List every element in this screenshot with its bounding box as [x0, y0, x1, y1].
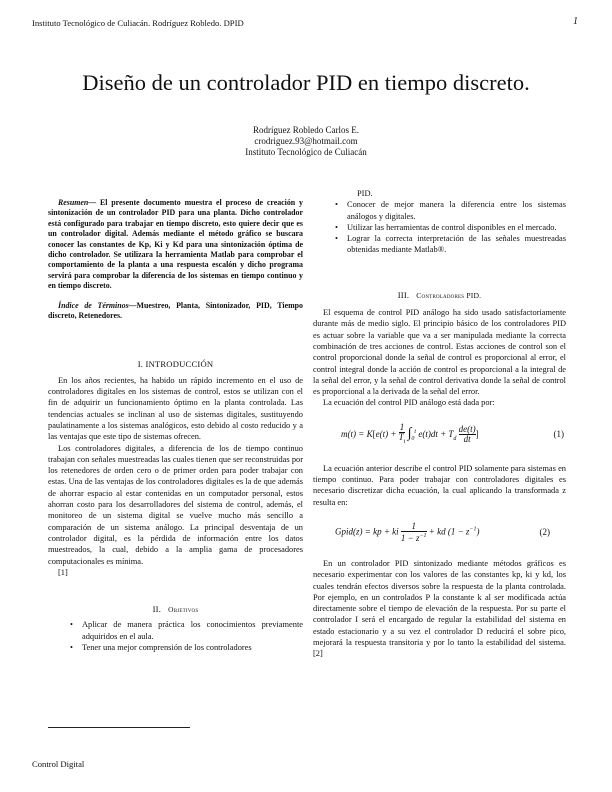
section-3-number: III.: [397, 289, 410, 300]
intro-paragraph-1: En los años recientes, ha habido un rápido incremento en el uso de controladores digitales en los sistemas de control, estos se utilizan con el fin de adquirir un funcionamiento óptimo en la planta controlada. Las tendencias actuales se inclinan al uso de sistemas digitales, sustituyendo paulatinamente a los sistemas analógicos, esto debido al costo reducido y a las ventajas que este tipo de sistemas ofrecen.: [48, 375, 303, 442]
bullet-icon: •: [335, 222, 338, 232]
bullet-icon: •: [335, 234, 338, 244]
objective-item: • Conocer de mejor manera la diferencia entre los sistemas análogos y digitales.: [335, 200, 566, 221]
author-email: crodriguez.93@hotmail.com: [254, 136, 358, 146]
equation-2-number: (2): [539, 526, 550, 537]
intro-citation: [1]: [58, 567, 68, 577]
equation-1: [313, 415, 566, 457]
equation-1-number: (1): [553, 428, 564, 439]
equation-1-formula: m(t) = K[e(t) + $\frac{1}{T_i}$ $\int_0^t$ $e(t)dt + T_d$ $\frac{de(t)}{dt}$ ]: [341, 421, 479, 445]
paper-title: Diseño de un controlador PID en tiempo discreto.: [82, 70, 530, 95]
bullet-icon: •: [70, 620, 73, 630]
left-column: [48, 198, 303, 653]
objectives-list-left: [48, 619, 303, 653]
right-column: [313, 188, 566, 660]
objective-item: • Tener una mejor comprensión de los controladores: [70, 643, 252, 652]
pid-paragraph-2: La ecuación del control PID análogo está dada por:: [323, 398, 495, 408]
objective-item: • Utilizar las herramientas de control disponibles en el mercado.: [335, 222, 557, 232]
section-3-title: Controladores PID.: [416, 290, 482, 300]
author-name: Rodríguez Robledo Carlos E.: [253, 125, 359, 135]
objective-item: • Lograr la correcta interpretación de las señales muestreadas obtenidas mediante Matlab®.: [335, 234, 566, 255]
section-1-heading: I. INTRODUCCIÓN: [137, 359, 214, 370]
running-footer: Control Digital: [32, 759, 85, 769]
equation-2-formula: Gpid(z) = kp + ki $\frac{1}{1 - z^{-1}}$ + kd $(1 - z^{-1})$: [335, 520, 480, 543]
abstract: [48, 198, 303, 292]
section-2-number: II.: [152, 604, 162, 615]
running-header: Instituto Tecnológico de Culiacán. Rodríguez Robledo. DPID: [32, 18, 244, 28]
objectives-continued: PID.: [357, 189, 373, 198]
bullet-icon: •: [335, 200, 338, 210]
index-terms-label: Índice de Términos: [58, 300, 129, 310]
author-institution: Instituto Tecnológico de Culiacán: [245, 147, 367, 157]
index-terms-text: —Muestreo, Planta, Sintonizador, PID, Tiempo discreto, Retenedores.: [48, 300, 303, 321]
objectives-list-right: [313, 199, 566, 255]
pid-paragraph-4: En un controlador PID sintonizado mediante métodos gráficos es necesario experimentar con los valores de las constantes kp, ki y kd, los cuales tendrán efectos diversos sobre la respuesta de la planta controlada. Por ejemplo, en un controlados P la constante k al ser modificada actúa directamente sobre el tiempo de elevación de la respuesta. Por su parte el controlador I será el encargado de regular la estabilidad del sistema en estado estacionario y a su vez el controlador D reducirá el sobre pico, mejorará la respuesta transitoria y por lo tanto la estabilidad del sistema. [2]: [313, 558, 566, 659]
pid-paragraph-3: La ecuación anterior describe el control PID solamente para sistemas en tiempo continuo. Para poder trabajar con controladores digitales es necesario discretizar dicha ecuación, la cual aplicando la transformada z resulta en:: [313, 463, 566, 507]
section-2-heading: [48, 604, 303, 615]
objective-item: • Aplicar de manera práctica los conocimientos previamente adquiridos en el aula.: [70, 620, 303, 641]
section-3-heading: [313, 290, 566, 301]
index-terms: [48, 301, 303, 322]
section-2-title: Objetivos: [168, 605, 199, 615]
intro-paragraph-2: Los controladores digitales, a diferencia de los de tiempo continuo trabajan con señales muestreadas las cuales tienen que ser reconstruidas por los retenedores de orden cero o de primer orden para poder trabajar con estas. Una de las ventajas de los controladores digitales es la de que además de ahorrar espacio al estar contenidas en un computador personal, estos ahorran costo para los desarrolladores del sistema de control, además, el monitoreo de un sistema digital se vuelve mucho más sencillo a comparación de un sistema análogo. La principal desventaja de un controlador digital, es la pérdida de información entre los datos muestreados, la cual, debido a la amplia gama de procesadores computacionales es mínima.: [48, 443, 303, 566]
bullet-icon: •: [70, 643, 73, 652]
footnote-rule: [48, 727, 190, 728]
abstract-text: El presente documento muestra el proceso de creación y sintonización de un controlador PID para una planta. Dicho controlador está configurado para trabajar en tiempo discreto, esto quiere decir que es un controlador digital. Además mediante el método gráfico se buscara conocer las constantes de Kp, Ki y Kd para una sintonización óptima de dicho controlador. Se utilizara la herramienta Matlab para comprobar el comportamiento de la planta a una respuesta escalón y dicho programa servirá para comprobar la diferencia de los sistemas en tiempo continuo y en tiempo discreto.: [48, 198, 303, 291]
page-number: 1: [573, 16, 578, 27]
abstract-label: Resumen—: [58, 198, 97, 207]
equation-2: [313, 514, 566, 554]
pid-paragraph-1: El esquema de control PID análogo ha sido usado satisfactoriamente durante más de medio siglo. El principio básico de los controladores PID es actuar sobre la variable que va a ser manipulada mediante la correcta combinación de tres acciones de control. Estas acciones de control son el control proporcional donde la señal de control es proporcional al error, el control integral donde la acción de control es proporcional a la integral de la señal del error, y la señal de control derivativa donde la señal de control es proporcional a la derivada de la señal del error.: [313, 308, 566, 397]
